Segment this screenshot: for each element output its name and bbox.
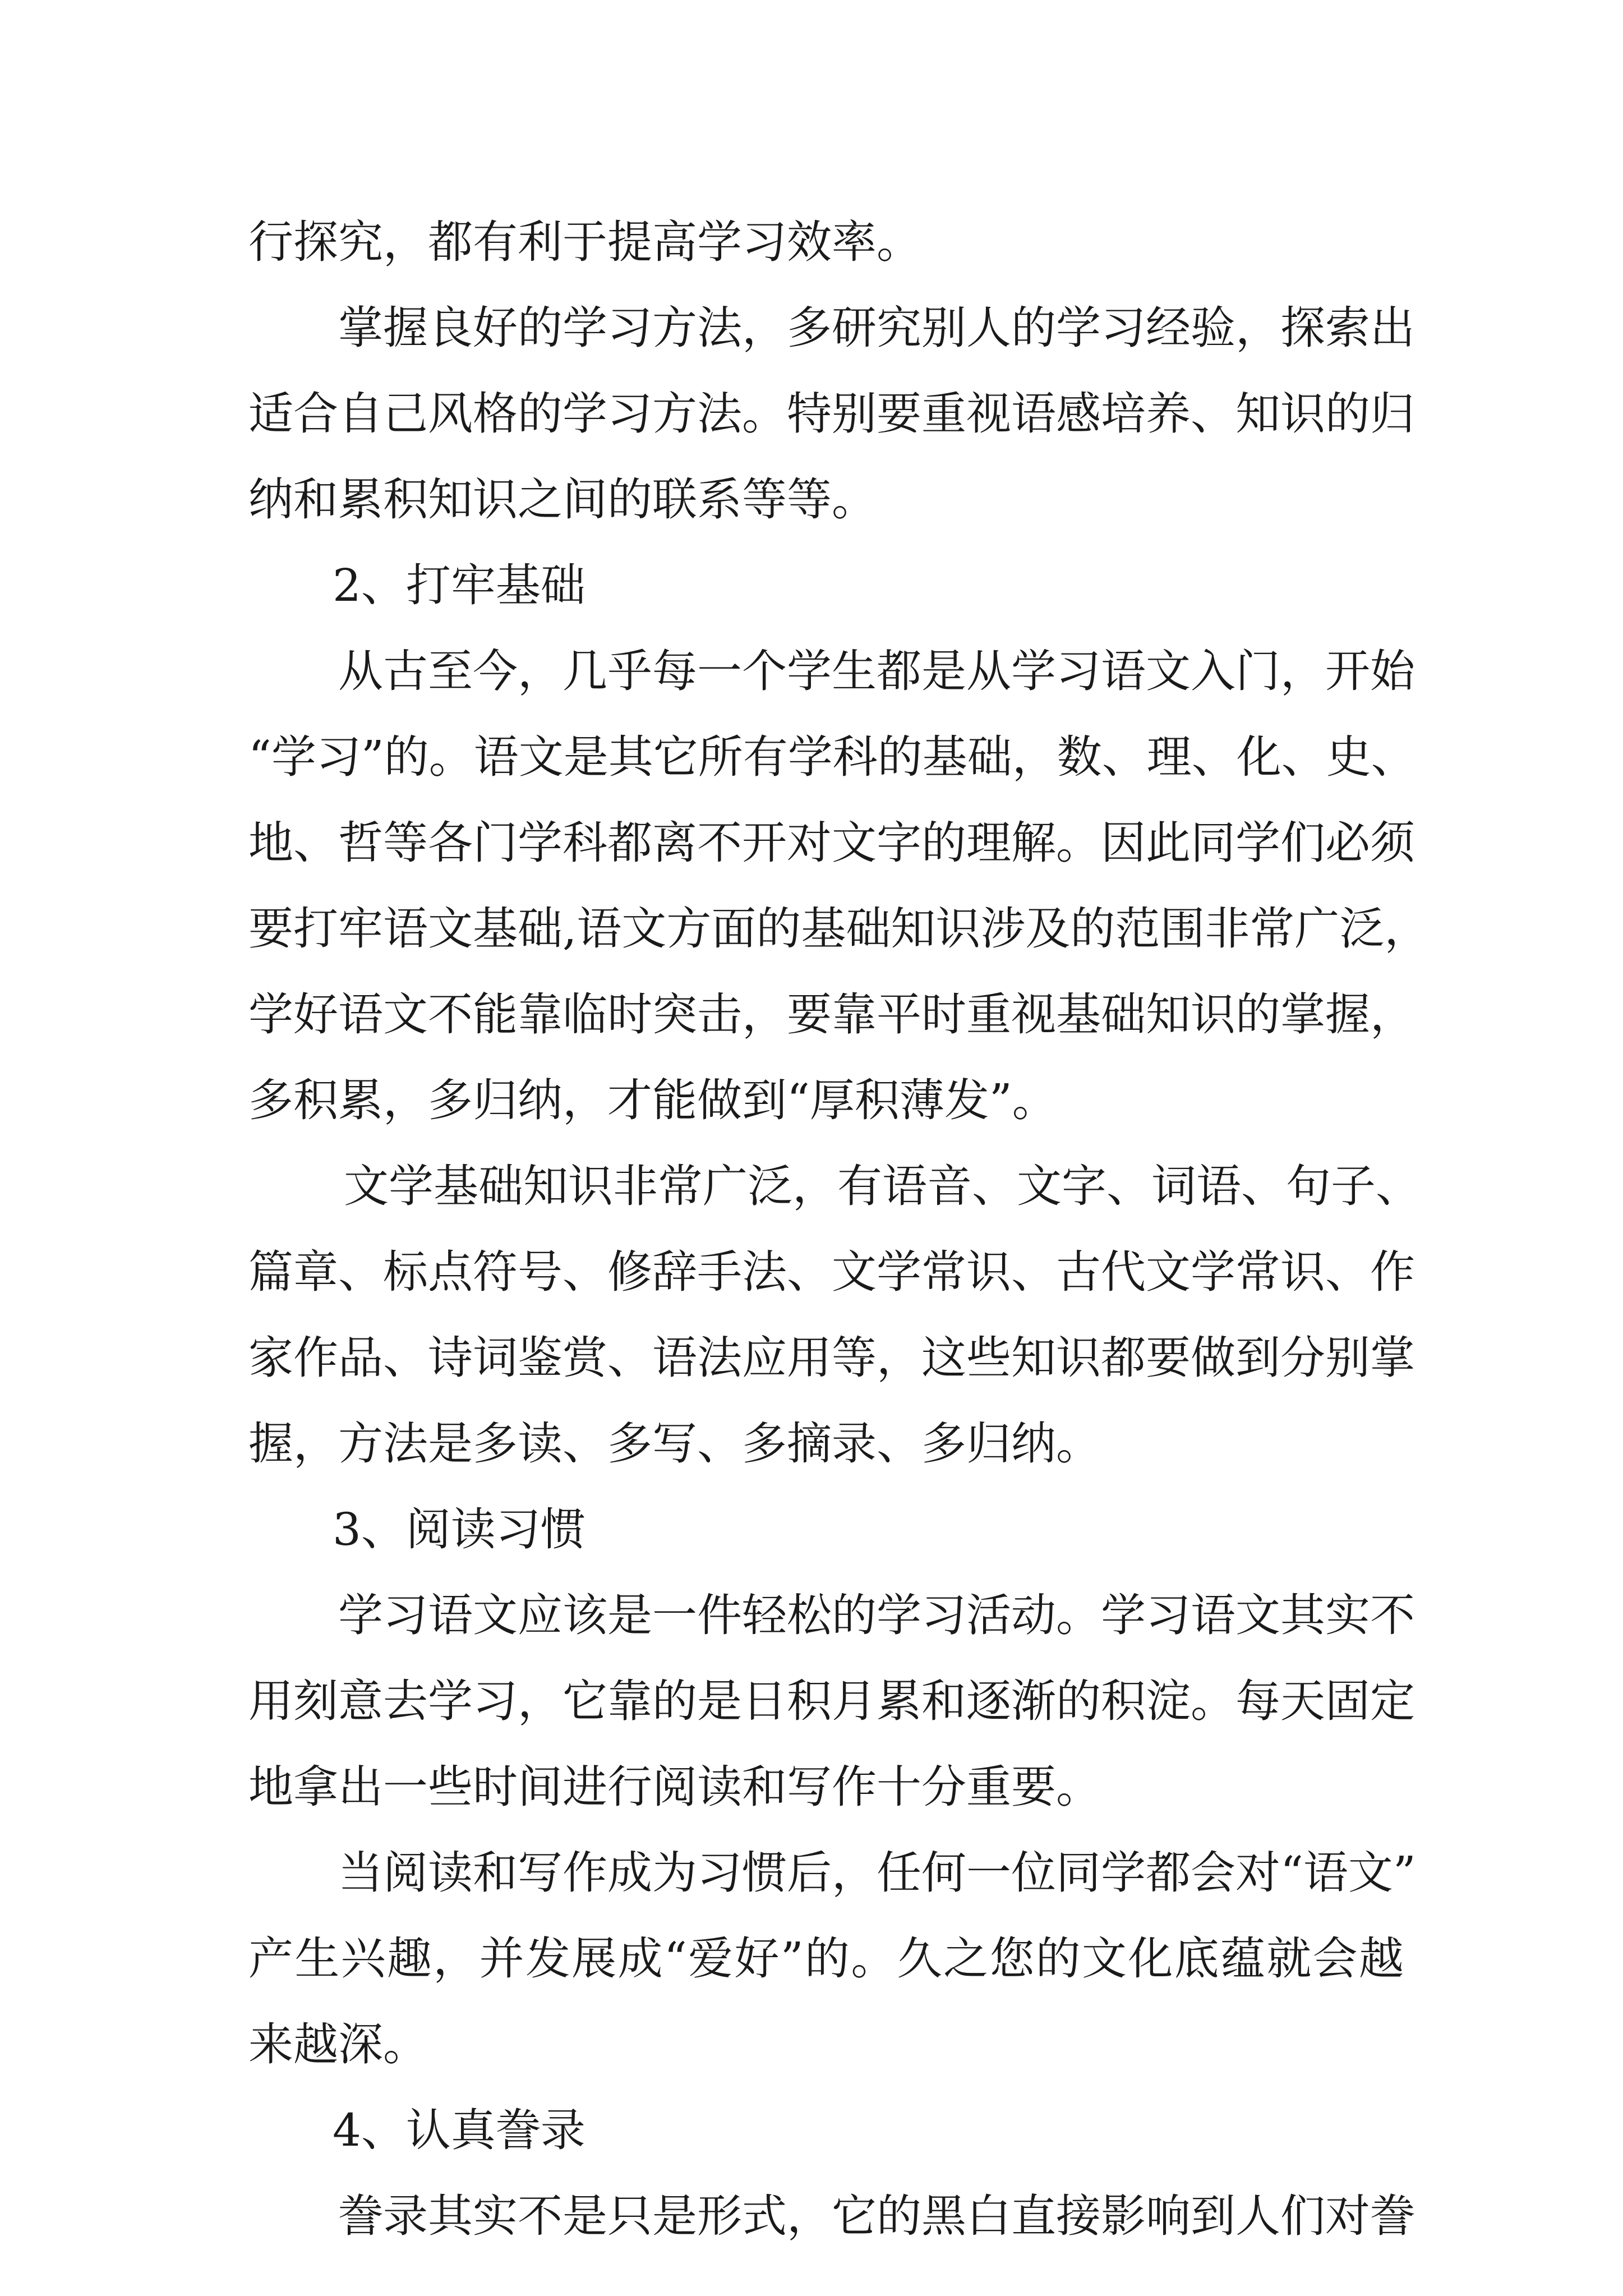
section-heading: 3、阅读习惯 (333, 1503, 585, 1556)
paragraph-line: “学习”的。语文是其它所有学科的基础，数、理、化、史、 (248, 731, 1416, 783)
paragraph-line: 学好语文不能靠临时突击，要靠平时重视基础知识的掌握， (248, 988, 1415, 1041)
paragraph-line: 地拿出一些时间进行阅读和写作十分重要。 (248, 1761, 1101, 1813)
paragraph-line: 当阅读和写作成为习惯后，任何一位同学都会对“语文” (338, 1847, 1416, 1899)
paragraph-line: 掌握良好的学习方法，多研究别人的学习经验，探索出 (338, 302, 1415, 354)
section-heading: 2、打牢基础 (333, 559, 585, 611)
paragraph-line: 地、哲等各门学科都离不开对文字的理解。因此同学们必须 (248, 817, 1415, 869)
paragraph-line: 学习语文应该是一件轻松的学习活动。学习语文其实不 (338, 1589, 1415, 1641)
paragraph-line: 行探究，都有利于提高学习效率。 (248, 216, 921, 268)
paragraph-line: 要打牢语文基础,语文方面的基础知识涉及的范围非常广泛， (248, 903, 1430, 955)
paragraph-line: 握，方法是多读、多写、多摘录、多归纳。 (248, 1418, 1101, 1470)
paragraph-line: 篇章、标点符号、修辞手法、文学常识、古代文学常识、作 (248, 1246, 1415, 1298)
paragraph-line: 纳和累积知识之间的联系等等。 (248, 473, 877, 526)
paragraph-line: 来越深。 (248, 2018, 428, 2070)
paragraph-line: 多积累，多归纳，才能做到“厚积薄发”。 (248, 1074, 1057, 1126)
paragraph-line: 用刻意去学习，它靠的是日积月累和逐渐的积淀。每天固定 (248, 1675, 1415, 1727)
paragraph-line: 文学基础知识非常广泛，有语音、文字、词语、句子、 (344, 1160, 1421, 1212)
paragraph-line: 从古至今，几乎每一个学生都是从学习语文入门，开始 (338, 645, 1415, 697)
paragraph-line: 誊录其实不是只是形式，它的黑白直接影响到人们对誊 (338, 2190, 1415, 2242)
paragraph-line: 适合自己风格的学习方法。特别要重视语感培养、知识的归 (248, 388, 1415, 440)
paragraph-line: 产生兴趣，并发展成“爱好”的。久之您的文化底蕴就会越 (248, 1932, 1404, 1985)
section-heading: 4、认真誊录 (333, 2104, 585, 2156)
paragraph-line: 家作品、诗词鉴赏、语法应用等，这些知识都要做到分别掌 (248, 1332, 1415, 1384)
document-body (248, 199, 1430, 2259)
